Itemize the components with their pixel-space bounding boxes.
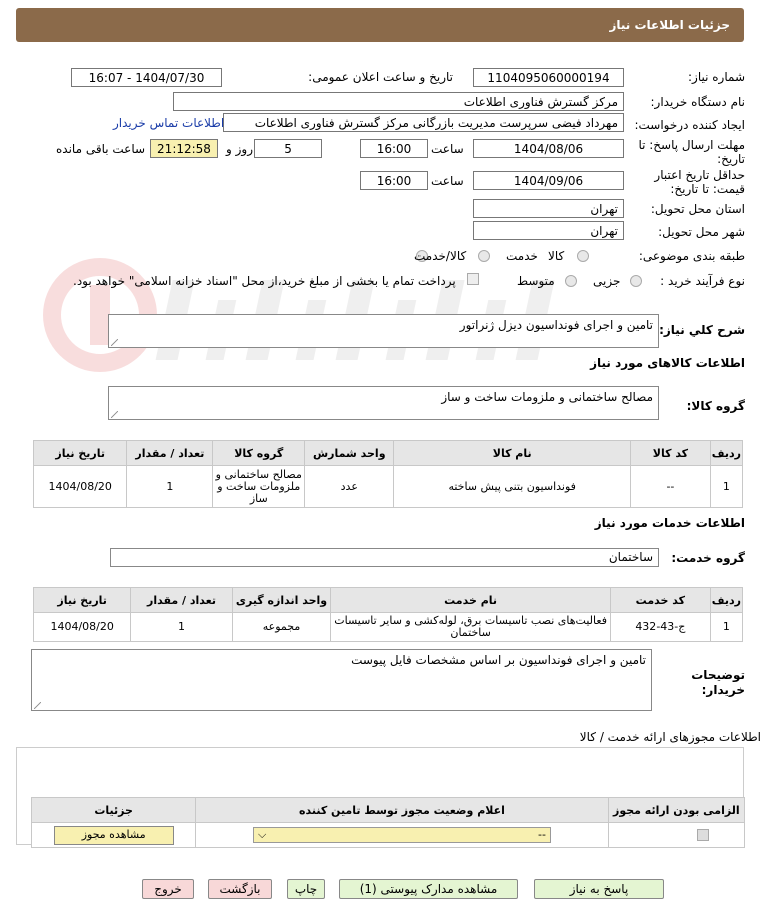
category-radio-service[interactable] — [478, 250, 490, 262]
table-cell — [32, 823, 196, 848]
permits-section-title: اطلاعات مجوزهای ارائه خدمت / کالا — [579, 730, 761, 744]
services-table — [33, 587, 743, 642]
table-cell: مجموعه — [232, 613, 331, 642]
col-header: واحد شمارش — [305, 441, 394, 466]
services-section-title: اطلاعات خدمات مورد نیاز — [594, 516, 745, 530]
requester-label: ایجاد کننده درخواست: — [634, 118, 745, 132]
category-option-service: خدمت — [506, 249, 538, 263]
chevron-down-icon: ⌵ — [257, 828, 267, 841]
announce-label: تاریخ و ساعت اعلان عمومی: — [308, 70, 453, 84]
col-header: جزئیات — [32, 798, 196, 823]
col-header: تاریخ نیاز — [34, 441, 127, 466]
view-permit-button[interactable]: مشاهده مجوز — [54, 826, 174, 845]
price-validity-label: حداقل تاریخ اعتبار — [654, 168, 745, 182]
city-label: شهر محل تحویل: — [658, 225, 745, 239]
buyer-notes-label-2: خریدار: — [701, 683, 745, 697]
col-header: واحد اندازه گیری — [232, 588, 331, 613]
requester-field: مهرداد فیضی سرپرست مدیریت بازرگانی مرکز گسترش فناوری اطلاعات — [223, 113, 624, 132]
col-header: تاریخ نیاز — [34, 588, 131, 613]
table-row — [34, 613, 743, 642]
attached-docs-button[interactable]: مشاهده مدارک پیوستی (1) — [339, 879, 518, 899]
category-option-goods: کالا — [548, 249, 565, 263]
reply-date-field: 1404/08/06 — [473, 139, 624, 158]
category-radio-goods[interactable] — [577, 250, 589, 262]
services-group-field — [110, 548, 659, 567]
treasury-payment-note: پرداخت تمام یا بخشی از مبلغ خرید،از محل "اسناد خزانه اسلامی" خواهد بود. — [73, 274, 456, 288]
goods-group-label: گروه کالا: — [686, 399, 745, 413]
reply-time-field: 16:00 — [360, 139, 428, 158]
table-cell: 1404/08/20 — [34, 466, 127, 508]
table-cell: 1 — [710, 466, 742, 508]
table-cell — [196, 823, 608, 848]
process-radio-minor[interactable] — [630, 275, 642, 287]
reply-deadline-label: مهلت ارسال پاسخ: تا — [638, 138, 745, 152]
table-cell: ج-43-432 — [610, 613, 710, 642]
table-cell: عدد — [305, 466, 394, 508]
province-label: استان محل تحویل: — [650, 202, 745, 216]
col-header: ردیف — [710, 588, 742, 613]
need-number-label: شماره نیاز: — [688, 70, 745, 84]
buyer-org-field: مرکز گسترش فناوری اطلاعات — [173, 92, 624, 111]
goods-table — [33, 440, 743, 508]
permit-status-value: -- — [538, 828, 546, 841]
remaining-time-field: 21:12:58 — [150, 139, 218, 158]
goods-group-text: مصالح ساختمانی و ملزومات ساخت و ساز — [441, 390, 653, 404]
print-button[interactable]: چاپ — [287, 879, 325, 899]
buyer-contact-link[interactable]: اطلاعات تماس خریدار — [113, 116, 225, 130]
table-cell: 1 — [710, 613, 742, 642]
permits-table — [31, 797, 745, 848]
days-label: روز و — [226, 142, 253, 156]
table-cell: 1 — [131, 613, 232, 642]
summary-field — [108, 314, 659, 348]
table-cell: فعالیت‌های نصب تاسیسات برق، لوله‌کشی و سایر تاسیسات ساختمان — [331, 613, 611, 642]
goods-section-title: اطلاعات کالاهای مورد نیاز — [590, 356, 745, 370]
col-header: تعداد / مقدار — [131, 588, 232, 613]
validity-time-field: 16:00 — [360, 171, 428, 190]
validity-date-field: 1404/09/06 — [473, 171, 624, 190]
treasury-payment-checkbox[interactable] — [467, 273, 479, 285]
resize-handle[interactable] — [34, 702, 41, 709]
table-row — [34, 466, 743, 508]
permit-required-checkbox[interactable] — [697, 829, 709, 841]
buyer-notes-label: توضیحات — [691, 668, 745, 682]
table-row — [32, 823, 745, 848]
resize-handle[interactable] — [111, 411, 118, 418]
table-cell: -- — [631, 466, 711, 508]
table-cell — [608, 823, 744, 848]
col-header: الزامی بودن ارائه مجوز — [608, 798, 744, 823]
table-cell: فونداسیون بتنی پیش ساخته — [394, 466, 631, 508]
process-radio-medium[interactable] — [565, 275, 577, 287]
back-button[interactable]: بازگشت — [208, 879, 272, 899]
reply-button[interactable]: پاسخ به نیاز — [534, 879, 664, 899]
remaining-label: ساعت باقی مانده — [56, 142, 146, 156]
process-option-minor: جزیی — [593, 274, 621, 288]
col-header: نام خدمت — [331, 588, 611, 613]
price-validity-label-2: قیمت: تا تاریخ: — [670, 182, 745, 196]
buyer-notes-text: تامین و اجرای فونداسیون بر اساس مشخصات فایل پیوست — [351, 653, 646, 667]
category-option-goods-service: کالا/خدمت — [414, 249, 467, 263]
process-label: نوع فرآیند خرید : — [660, 274, 745, 288]
col-header: ردیف — [710, 441, 742, 466]
announce-field: 1404/07/30 - 16:07 — [71, 68, 222, 87]
services-group-label: گروه خدمت: — [671, 551, 745, 565]
col-header: اعلام وضعیت مجوز توسط تامین کننده — [196, 798, 608, 823]
resize-handle[interactable] — [111, 339, 118, 346]
process-option-medium: متوسط — [517, 274, 555, 288]
exit-button[interactable]: خروج — [142, 879, 194, 899]
summary-text: تامین و اجرای فونداسیون دیزل ژنراتور — [459, 318, 653, 332]
col-header: تعداد / مقدار — [127, 441, 213, 466]
table-header-row — [32, 798, 745, 823]
page-header — [16, 8, 744, 42]
col-header: گروه کالا — [213, 441, 305, 466]
buyer-org-label: نام دستگاه خریدار: — [650, 95, 745, 109]
validity-time-label: ساعت — [431, 174, 464, 188]
need-number-field: 1104095060000194 — [473, 68, 624, 87]
col-header: کد کالا — [631, 441, 711, 466]
buyer-notes-field — [31, 649, 652, 711]
goods-group-field — [108, 386, 659, 420]
table-header-row — [34, 588, 743, 613]
permit-status-select[interactable] — [253, 827, 551, 843]
category-label: طبقه بندی موضوعی: — [638, 249, 745, 263]
table-cell: 1404/08/20 — [34, 613, 131, 642]
col-header: کد خدمت — [610, 588, 710, 613]
city-field: تهران — [473, 221, 624, 240]
table-cell: 1 — [127, 466, 213, 508]
province-field: تهران — [473, 199, 624, 218]
col-header: نام کالا — [394, 441, 631, 466]
page-title: جزئیات اطلاعات نیاز — [609, 18, 730, 32]
table-header-row — [34, 441, 743, 466]
table-cell: مصالح ساختمانی و ملزومات ساخت و ساز — [213, 466, 305, 508]
reply-time-label: ساعت — [431, 142, 464, 156]
days-field: 5 — [254, 139, 322, 158]
services-group-text: ساختمان — [608, 550, 653, 564]
summary-label: شرح کلي نياز: — [659, 323, 745, 337]
reply-deadline-label-2: تاریخ: — [717, 152, 745, 166]
